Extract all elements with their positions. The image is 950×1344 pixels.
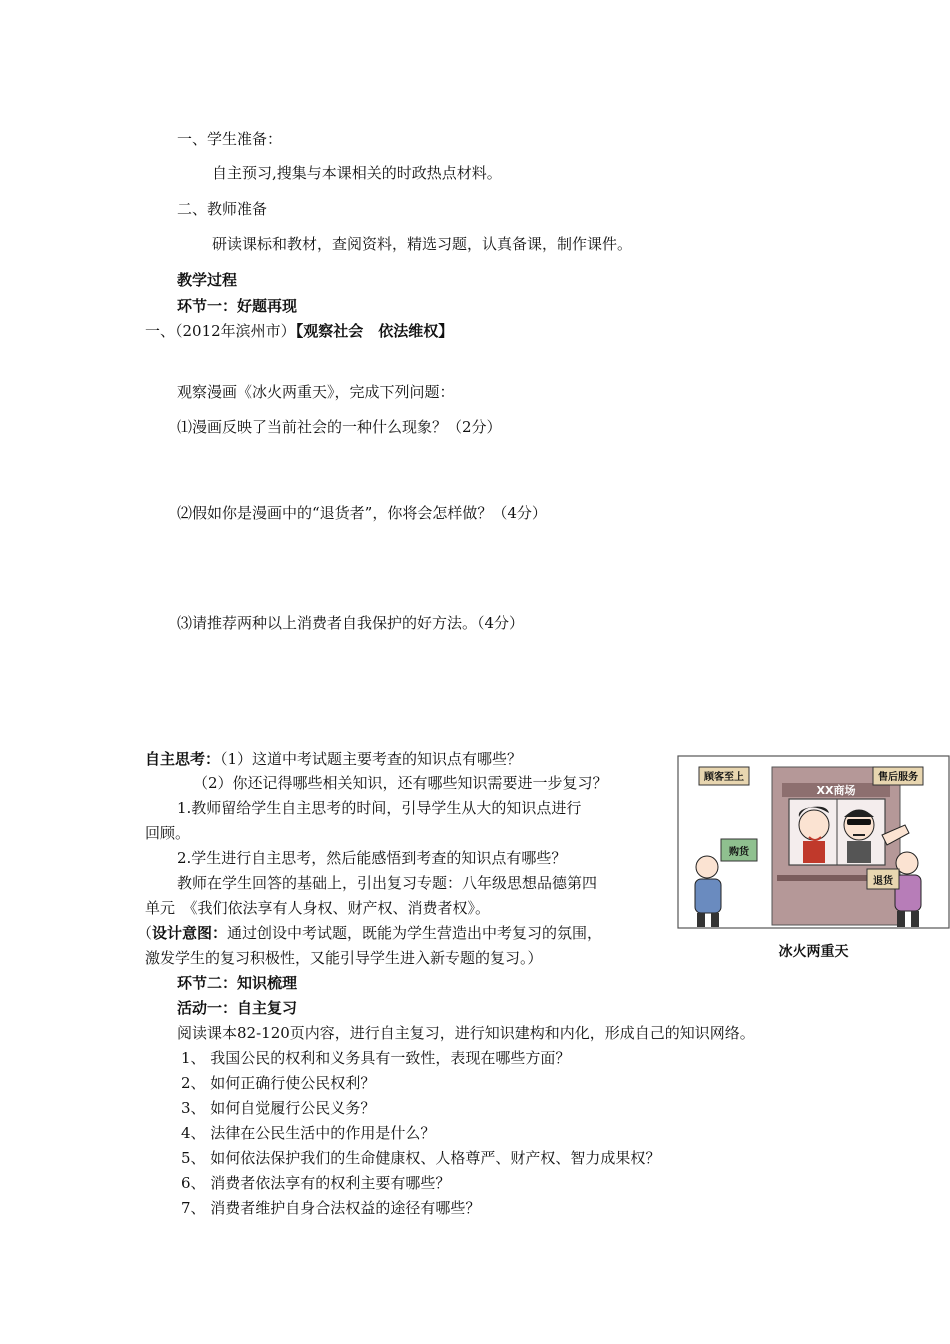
think-step-1b: 回顾。 — [145, 824, 191, 842]
question-3: ⑶请推荐两种以上消费者自我保护的好方法。（4分） — [177, 614, 525, 632]
question-topic: 【观察社会 依法维权】 — [295, 322, 454, 340]
sign-left: 顾客至上 — [704, 772, 744, 783]
think-line-1 — [145, 749, 522, 769]
review-item-6: 6、 消费者依法享有的权利主要有哪些？ — [181, 1174, 451, 1192]
activity-heading: 活动一：自主复习 — [177, 999, 298, 1017]
student-prep-heading: 一、学生准备： — [177, 130, 283, 148]
think-step-3a: 教师在学生回答的基础上，引出复习专题：八年级思想品德第四 — [177, 874, 598, 892]
review-item-5: 5、 如何依法保护我们的生命健康权、人格尊严、财产权、智力成果权？ — [181, 1149, 661, 1167]
teacher-prep-text: 研读课标和教材，查阅资料，精选习题，认真备课，制作课件。 — [212, 235, 633, 253]
step2-heading: 环节二：知识梳理 — [177, 974, 298, 992]
box-return-label: 退货 — [873, 876, 893, 887]
student-prep-text: 自主预习,搜集与本课相关的时政热点材料。 — [212, 164, 502, 182]
teacher-prep-heading: 二、教师准备 — [177, 200, 268, 218]
design-text-b: 激发学生的复习积极性，又能引导学生进入新专题的复习。） — [145, 949, 543, 967]
review-item-4: 4、 法律在公民生活中的作用是什么？ — [181, 1124, 436, 1142]
design-open-paren: （ — [137, 924, 153, 942]
think-step-2: 2.学生进行自主思考，然后能感悟到考查的知识点有哪些？ — [177, 849, 567, 867]
think-step-3b: 单元 《我们依法享有人身权、财产权、消费者权》。 — [145, 899, 491, 917]
review-item-7: 7、 消费者维护自身合法权益的途径有哪些？ — [181, 1199, 481, 1217]
think-question-1: （1）这道中考试题主要考查的知识点有哪些？ — [220, 750, 523, 768]
review-item-3: 3、 如何自觉履行公民义务？ — [181, 1099, 376, 1117]
question-1: ⑴漫画反映了当前社会的一种什么现象？（2分） — [177, 418, 502, 436]
question-prefix: 一、（2012年滨州市） — [145, 322, 296, 340]
review-item-2: 2、 如何正确行使公民权利？ — [181, 1074, 376, 1092]
review-intro: 阅读课本82-120页内容，进行自主复习，进行知识建构和内化，形成自己的知识网络。 — [177, 1024, 755, 1042]
question-intro: 观察漫画《冰火两重天》，完成下列问题： — [177, 383, 455, 401]
box-buy-label: 购货 — [729, 847, 749, 858]
comic-illustration — [677, 755, 950, 967]
think-step-1a: 1.教师留给学生自主思考的时间，引导学生从大的知识点进行 — [177, 799, 582, 817]
process-heading: 教学过程 — [177, 271, 238, 289]
sign-right: 售后服务 — [878, 772, 918, 783]
sign-center: XX商场 — [816, 784, 856, 797]
question-2: ⑵假如你是漫画中的“退货者”，你将会怎样做？（4分） — [177, 504, 547, 522]
review-item-1: 1、 我国公民的权利和义务具有一致性，表现在哪些方面？ — [181, 1049, 571, 1067]
design-label: 设计意图： — [152, 924, 228, 942]
question-title — [145, 321, 453, 341]
think-label: 自主思考： — [145, 750, 221, 768]
design-intent — [137, 923, 602, 943]
think-question-2: （2）你还记得哪些相关知识，还有哪些知识需要进一步复习？ — [193, 774, 608, 792]
step1-heading: 环节一：好题再现 — [177, 297, 298, 315]
comic-caption: 冰火两重天 — [778, 944, 849, 960]
design-text-a: 通过创设中考试题，既能为学生营造出中考复习的氛围， — [227, 924, 603, 942]
